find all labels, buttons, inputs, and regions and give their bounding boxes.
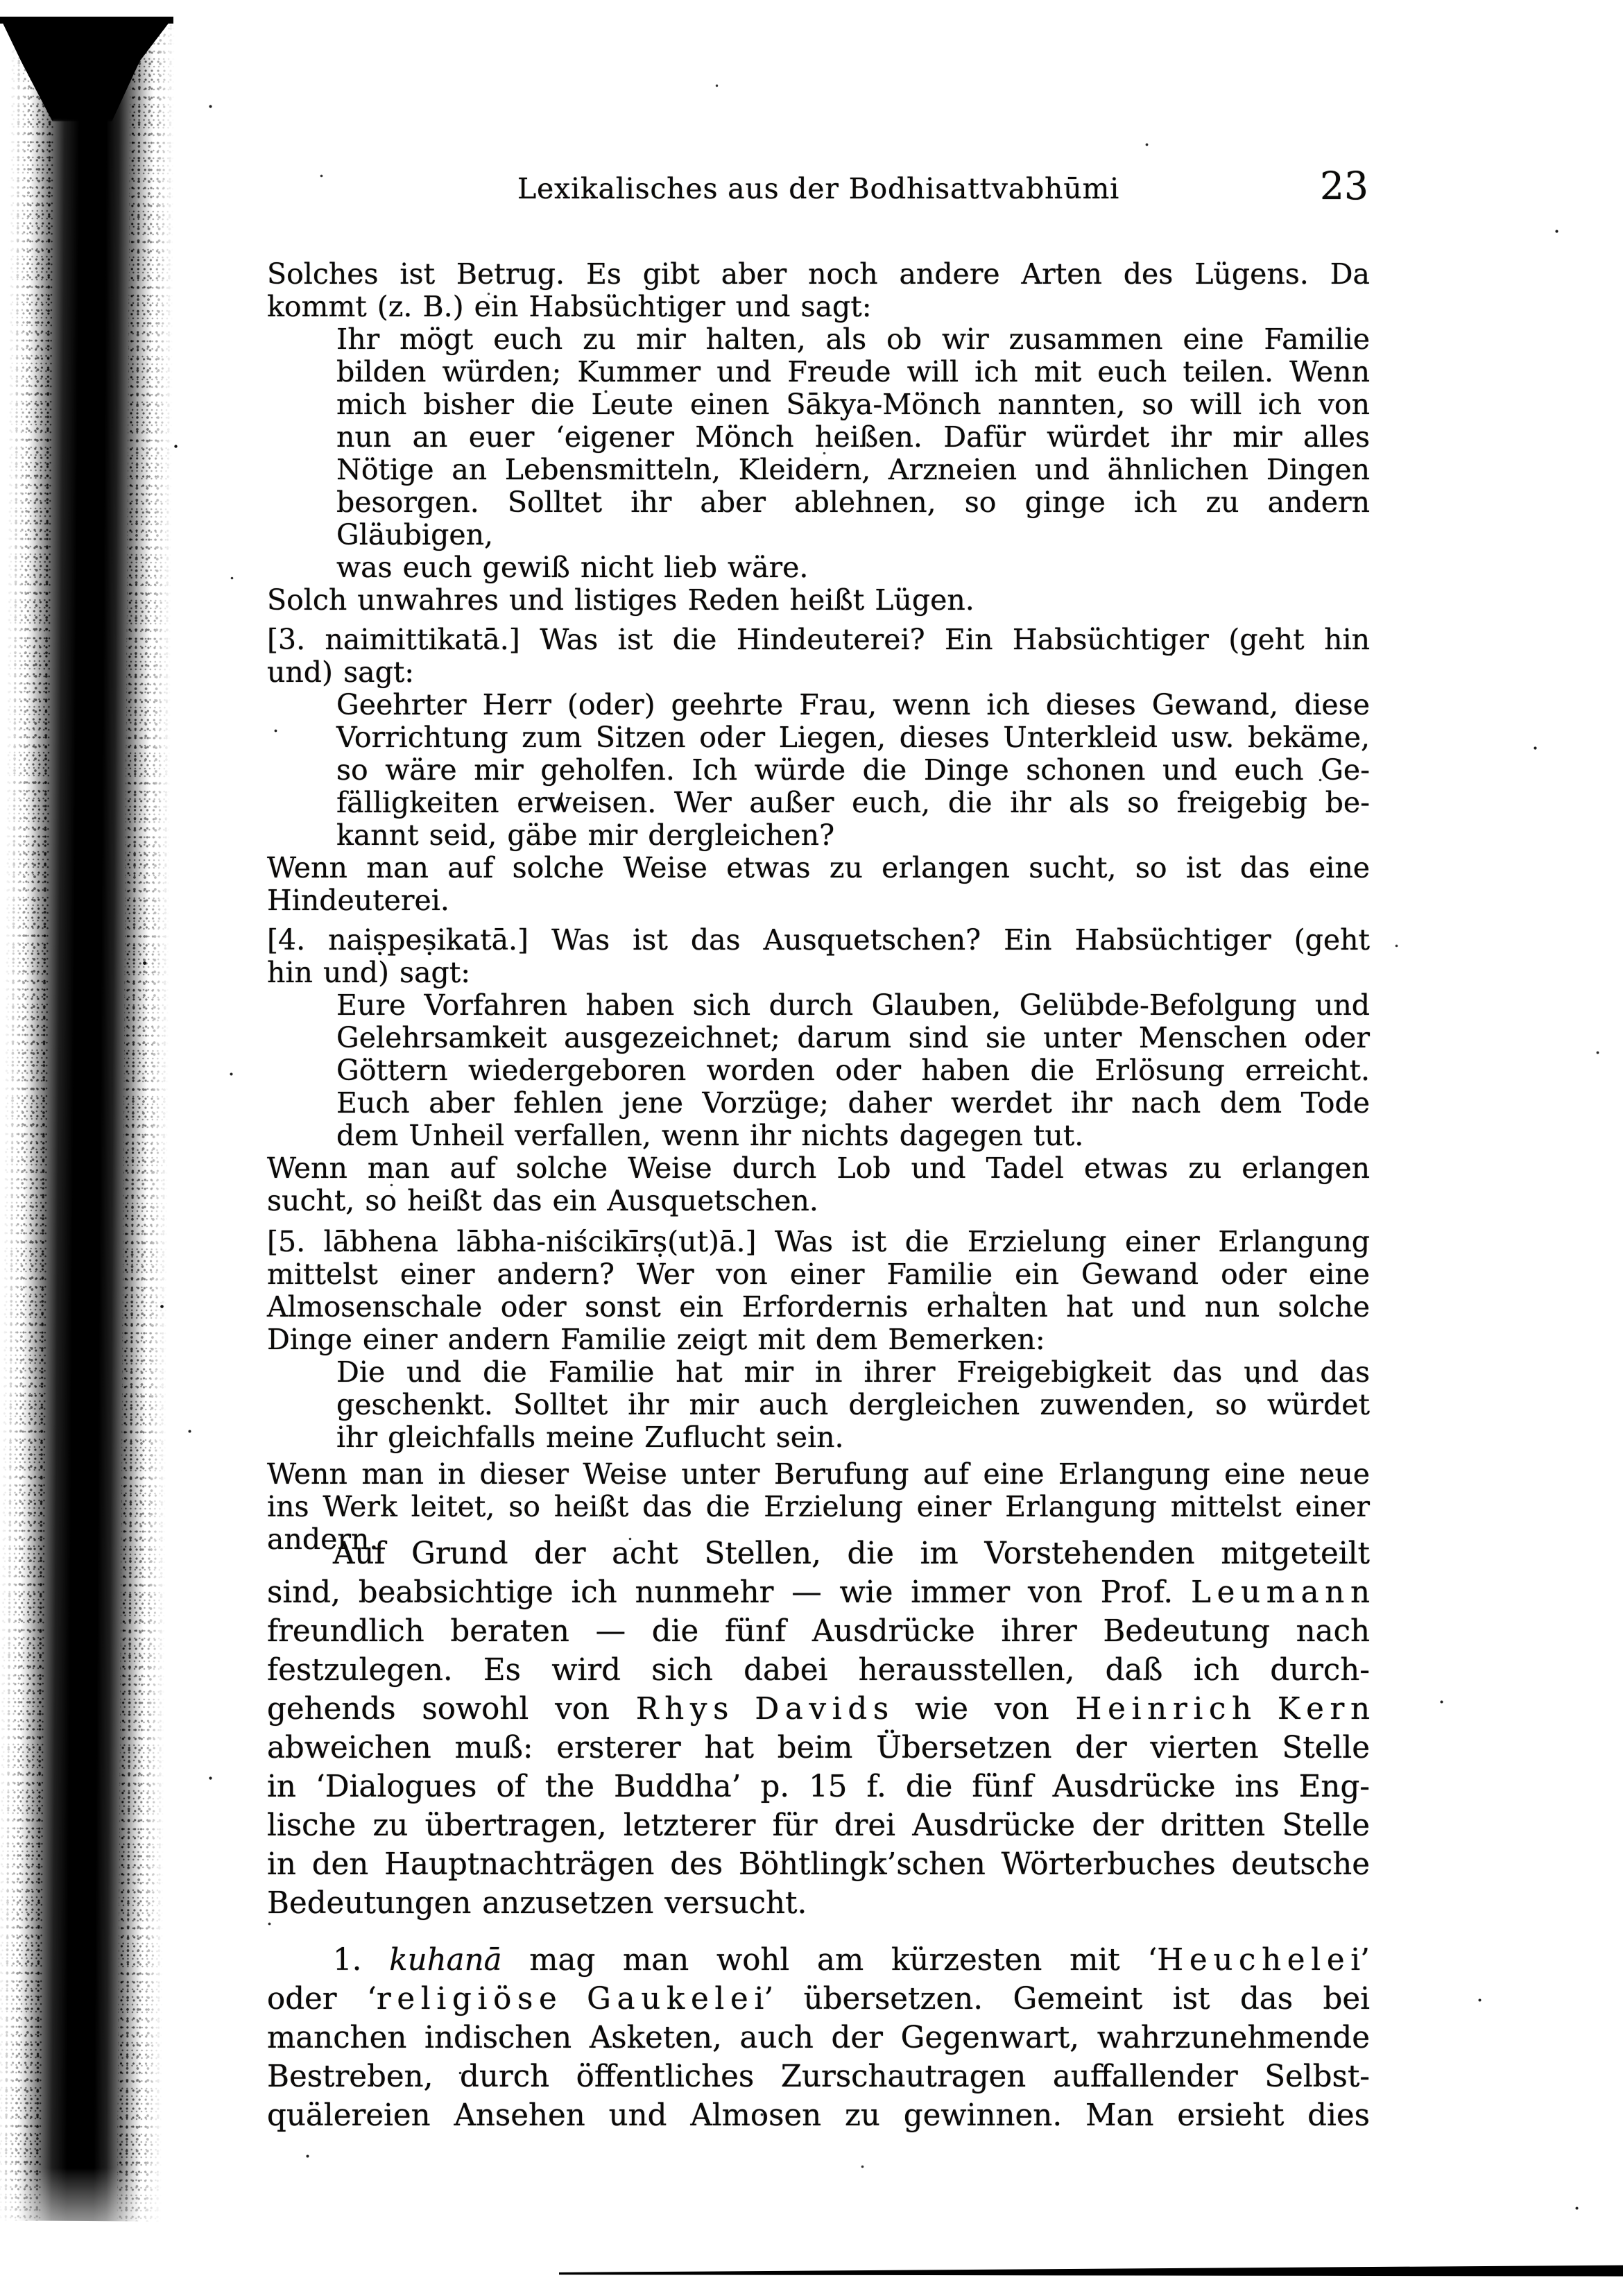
text-line: abweichen muß: ersterer hat beim Übersetzen der vierten Stelle [267,1731,1370,1765]
text-line: kommt (z. B.) ein Habsüchtiger und sagt: [267,290,872,323]
text-line: Bedeutungen anzusetzen versucht. [267,1886,807,1921]
scan-bottom-edge-artifact [559,2264,1623,2278]
text-line: [4. naiṣpeṣikatā.] Was ist das Ausquetschen? Ein Habsüchtiger (geht [267,923,1370,957]
text-line: in ‘Dialogues of the Buddha’ p. 15 f. die fünf Ausdrücke ins Eng- [267,1770,1370,1804]
text-line: Solches ist Betrug. Es gibt aber noch andere Arten des Lügens. Da [267,257,1370,291]
text-line: lische zu übertragen, letzterer für drei Ausdrücke der dritten Stelle [267,1808,1370,1843]
text-line: dem Unheil verfallen, wenn ihr nichts dagegen tut. [336,1119,1084,1152]
text-line: quälereien Ansehen und Almosen zu gewinnen. Man ersieht dies [267,2098,1370,2133]
running-header [267,166,1370,215]
text-line: Eure Vorfahren haben sich durch Glauben, Gelübde-Befolgung und [336,988,1370,1022]
text-line: ihr gleichfalls meine Zuflucht sein. [336,1421,844,1454]
text-line: so wäre mir geholfen. Ich würde die Dinge schonen und euch Ge- [336,753,1370,787]
text-line: oder ‘r e l i g i ö s e G a u k e l e i’ übersetzen. Gemeint ist das bei [267,1982,1370,2016]
text-line: Auf Grund der acht Stellen, die im Vorstehenden mitgeteilt [333,1536,1370,1571]
text-line: 1. kuhanā mag man wohl am kürzesten mit ‘H e u c h e l e i’ [333,1943,1370,1978]
binding-shadow-bottom-fade [0,2168,222,2296]
text-line: Geehrter Herr (oder) geehrte Frau, wenn ich dieses Gewand, diese [336,688,1370,721]
text-line: festzulegen. Es wird sich dabei herausstellen, daß ich durch- [267,1653,1370,1688]
discussion-text-section [267,1534,1370,2135]
text-line: Göttern wiedergeboren worden oder haben die Erlösung erreicht. [336,1054,1370,1087]
text-line: besorgen. Solltet ihr aber ablehnen, so ginge ich zu andern Gläubigen, [336,486,1370,551]
page-header-title: Lexikalisches aus der Bodhisattvabhūmi [517,172,1120,205]
text-line: kannt seid, gäbe mir dergleichen? [336,819,835,852]
text-line: gehends sowohl von R h y s D a v i d s wie von H e i n r i c h K e r n [267,1692,1370,1727]
text-line: in den Hauptnachträgen des Böhtlingk’schen Wörterbuches deutsche [267,1847,1370,1882]
text-line: Dinge einer andern Familie zeigt mit dem Bemerken: [267,1323,1045,1356]
text-line: Nötige an Lebensmitteln, Kleidern, Arzneien und ähnlichen Dingen [336,453,1370,486]
text-line: Gelehrsamkeit ausgezeichnet; darum sind sie unter Menschen oder [336,1021,1370,1054]
text-line: Wenn man in dieser Weise unter Berufung auf eine Erlangung eine neue [267,1457,1370,1491]
text-line: geschenkt. Solltet ihr mir auch dergleichen zuwenden, so würdet [336,1388,1370,1421]
text-line: Euch aber fehlen jene Vorzüge; daher werdet ihr nach dem Tode [336,1086,1370,1120]
text-line: Ihr mögt euch zu mir halten, als ob wir zusammen eine Familie [336,323,1370,356]
text-line: Wenn man auf solche Weise durch Lob und Tadel etwas zu erlangen [267,1151,1370,1185]
body-text-section [267,258,1370,1556]
text-line: Solch unwahres und listiges Reden heißt Lügen. [267,583,974,617]
text-line: hin und) sagt: [267,956,471,989]
page-number: 23 [1320,164,1368,208]
binding-gutter-shadow [17,20,154,2221]
text-line: sucht, so heißt das ein Ausquetschen. [267,1184,818,1217]
text-line: Bestreben, durch öffentliches Zurschautragen auffallender Selbst- [267,2059,1370,2094]
text-line: und) sagt: [267,656,415,689]
text-line: freundlich beraten — die fünf Ausdrücke ihrer Bedeutung nach [267,1614,1370,1649]
text-line: Die und die Familie hat mir in ihrer Freigebigkeit das und das [336,1355,1370,1389]
text-line: mich bisher die Leute einen Sākya-Mönch nannten, so will ich von [336,388,1370,421]
text-line: Hindeuterei. [267,884,449,917]
text-line: Wenn man auf solche Weise etwas zu erlangen sucht, so ist das eine [267,851,1370,884]
text-line: nun an euer ʻeigener Mönch heißen. Dafür würdet ihr mir alles [336,420,1370,454]
text-line: ins Werk leitet, so heißt das die Erzielung einer Erlangung mittelst einer [267,1490,1370,1523]
scan-top-edge-artifact [0,17,173,24]
text-line: [3. naimittikatā.] Was ist die Hindeuterei? Ein Habsüchtiger (geht hin [267,623,1370,656]
text-line: sind, beabsichtige ich nunmehr — wie immer von Prof. L e u m a n n [267,1575,1370,1610]
text-line: andern. [267,1523,379,1556]
text-line: mittelst einer andern? Wer von einer Familie ein Gewand oder eine [267,1258,1370,1291]
text-line: manchen indischen Asketen, auch der Gegenwart, wahrzunehmende [267,2021,1370,2055]
text-line: was euch gewiß nicht lieb wäre. [336,551,809,584]
text-line: bilden würden; Kummer und Freude will ich mit euch teilen. Wenn [336,355,1370,388]
text-line: [5. lābhena lābha-niścikīrṣ(ut)ā.] Was ist die Erzielung einer Erlangung [267,1225,1370,1258]
text-line: Almosenschale oder sonst ein Erfordernis erhalten hat und nun solche [267,1290,1370,1323]
text-line: Vorrichtung zum Sitzen oder Liegen, dieses Unterkleid usw. bekäme, [336,721,1370,754]
text-line: fälligkeiten erweisen. Wer außer euch, die ihr als so freigebig be- [336,786,1370,819]
